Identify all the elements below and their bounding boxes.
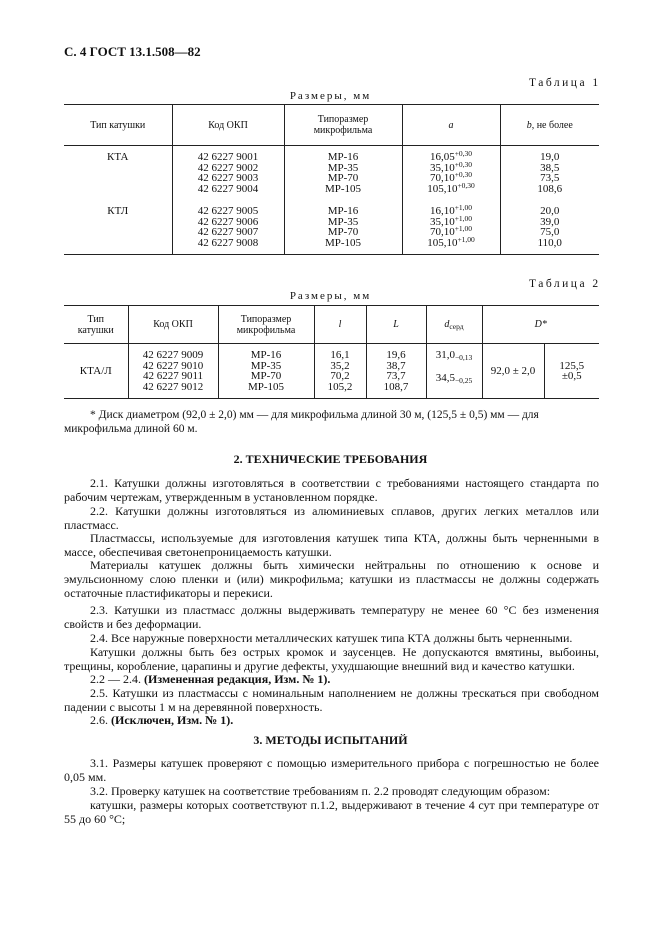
paragraph-materials: Материалы катушек должны быть химически нейтральны по отношению к основе и эмульсионному слою пленки и (или) микрофильма; катушки из пластмассы не должны содержать остаточные пластификаторы и перекиси. [64, 558, 599, 600]
paragraph-2-1: 2.1. Катушки должны изготовляться в соответствии с требованиями настоящего стандарта по рабочим чертежам, утвержденным в установленном порядке. [64, 476, 599, 504]
paragraph-2-5: 2.5. Катушки из пластмассы с номинальным наполнением не должны трескаться при свободном падении с высоты 1 м на деревянной поверхность. [64, 686, 599, 714]
t2-D2: 125,5 ±0,5 [544, 344, 599, 399]
t2-header-d: $d_{серд}$ [426, 306, 482, 344]
t1-b-ktl: 20,0 39,0 75,0 110,0 [500, 200, 599, 255]
paragraph-defects: Катушки должны быть без острых кромок и заусенцев. Не допускаются вмятины, выбоины, трещины, коробление, царапины и другие дефекты, ухудшающие внешний вид и качество катушки. [64, 645, 599, 673]
table-row [64, 146, 599, 201]
table-1 [64, 104, 599, 255]
t1-type-kta: КТА [107, 151, 129, 163]
t2-sizes: МР-16 МР-35 МР-70 МР-105 [218, 344, 314, 399]
t1-header-size: Типоразмер микрофильма [284, 105, 402, 146]
t2-d: $31,0_{-0,13}$ $34,5_{-0,25}$ [426, 344, 482, 399]
paragraph-2-3: 2.3. Катушки из пластмасс должны выдерживать температуру не менее 60 °С без изменения свойств и без деформации. [64, 603, 599, 631]
t1-header-code: Код ОКП [172, 105, 284, 146]
page-header: С. 4 ГОСТ 13.1.508—82 [64, 44, 201, 59]
table-row [64, 200, 599, 255]
table-2-footnote: * Диск диаметром (92,0 ± 2,0) мм — для микрофильма длиной 30 м, (125,5 ± 0,5) мм — для микрофильма длиной 60 м. [64, 409, 539, 435]
t2-L: 19,6 38,7 73,7 108,7 [366, 344, 426, 399]
t2-header-L: L [366, 306, 426, 344]
t1-a-kta: $16,05^{+0,30}$ $35,10^{+0,30}$ $70,10^{+0,30}$ $105,10^{+0,30}$ [402, 146, 500, 201]
paragraph-plastics: Пластмассы, используемые для изготовления катушек типа КТА, должны быть черненными в массе, обеспечивая светонепроницаемость катушки. [64, 531, 599, 559]
table-1-caption: Таблица 1 [529, 77, 601, 89]
t2-header-l: l [314, 306, 366, 344]
t1-a-ktl: $16,10^{+1,00}$ $35,10^{+1,00}$ $70,10^{+1,00}$ $105,10^{+1,00}$ [402, 200, 500, 255]
table-2-caption: Таблица 2 [529, 278, 601, 290]
paragraph-amendment: 2.2 — 2.4. (Измененная редакция, Изм. № 1). [90, 672, 331, 686]
t1-codes-ktl: 42 6227 9005 42 6227 9006 42 6227 9007 42 6227 9008 [172, 200, 284, 255]
t1-sizes-ktl: МР-16 МР-35 МР-70 МР-105 [284, 200, 402, 255]
table-2-units: Размеры, мм [289, 290, 372, 302]
paragraph-3-2-detail: катушки, размеры которых соответствуют п.1.2, выдерживают в течение 4 сут при температуре от 55 до 60 °С; [64, 798, 599, 826]
t2-codes: 42 6227 9009 42 6227 9010 42 6227 9011 42 6227 9012 [128, 344, 218, 399]
t1-b-kta: 19,0 38,5 73,5 108,6 [500, 146, 599, 201]
t2-header-D: D* [482, 306, 599, 344]
section-3-title: 3. МЕТОДЫ ИСПЫТАНИЙ [253, 733, 408, 747]
paragraph-3-2: 3.2. Проверку катушек на соответствие требованиям п. 2.2 проводят следующим образом: [90, 784, 551, 798]
section-2-title: 2. ТЕХНИЧЕСКИЕ ТРЕБОВАНИЯ [233, 452, 428, 466]
t2-header-type: Тип катушки [64, 306, 128, 344]
t2-D1: 92,0 ± 2,0 [482, 344, 544, 399]
paragraph-2-4: 2.4. Все наружные поверхности металлических катушек типа КТА должны быть черненными. [90, 631, 573, 645]
t2-header-code: Код ОКП [128, 306, 218, 344]
t1-sizes-kta: МР-16 МР-35 МР-70 МР-105 [284, 146, 402, 201]
t1-header-a: a [402, 105, 500, 146]
t1-type-ktl: КТЛ [107, 205, 129, 217]
table-1-units: Размеры, мм [289, 90, 372, 102]
t1-codes-kta: 42 6227 9001 42 6227 9002 42 6227 9003 42 6227 9004 [172, 146, 284, 201]
paragraph-2-2: 2.2. Катушки должны изготовляться из алюминиевых сплавов, других легких металлов или пластмасс. [64, 504, 599, 532]
paragraph-3-1: 3.1. Размеры катушек проверяют с помощью измерительного прибора с погрешностью не более 0,05 мм. [64, 756, 599, 784]
t1-header-type: Тип катушки [64, 105, 172, 146]
t1-header-b: b, не более [500, 105, 599, 146]
t2-header-size: Типоразмер микрофильма [218, 306, 314, 344]
t2-type: КТА/Л [79, 364, 112, 377]
table-2 [64, 305, 599, 399]
paragraph-2-6: 2.6. (Исключен, Изм. № 1). [90, 713, 234, 727]
table-row [64, 344, 599, 399]
t2-l: 16,1 35,2 70,2 105,2 [314, 344, 366, 399]
